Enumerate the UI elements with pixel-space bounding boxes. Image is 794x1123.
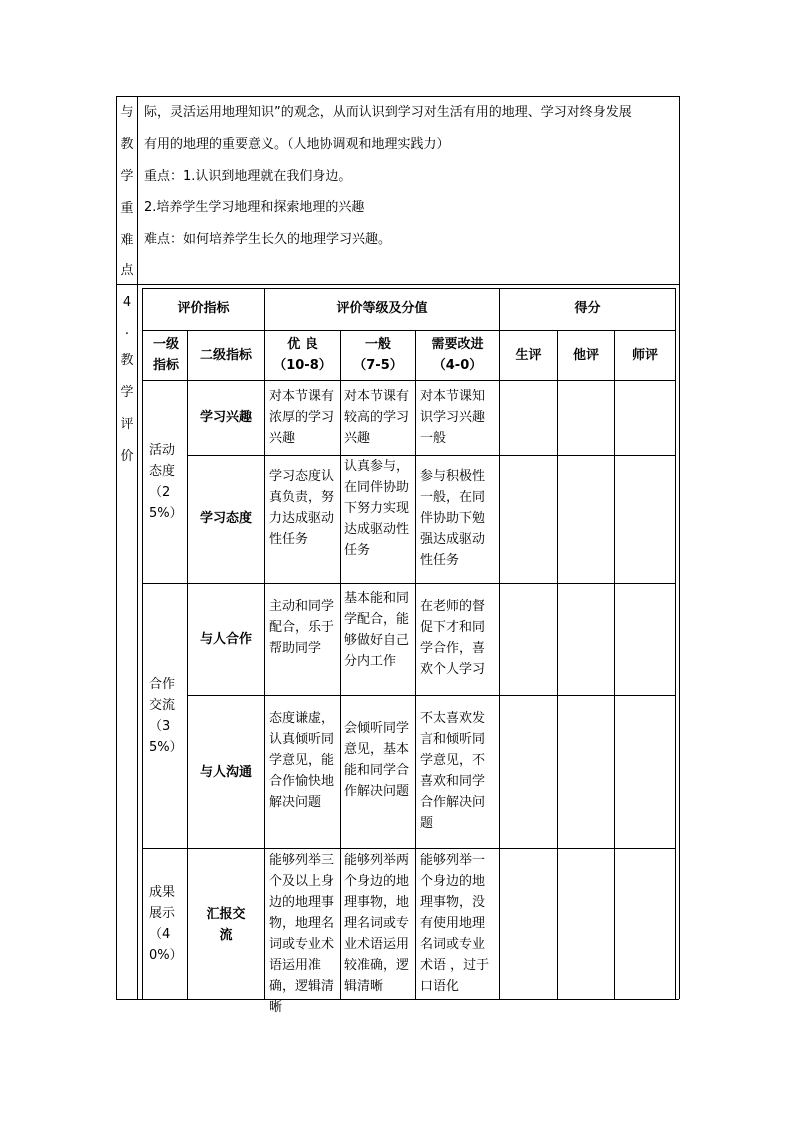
criteria-average: 能够列举两个身边的地理事物，地理名词或专业术语运用较准确，逻辑清晰 bbox=[344, 853, 410, 994]
sub-index: 学习兴趣 bbox=[199, 410, 252, 425]
sub-index: 学习态度 bbox=[199, 511, 252, 526]
criteria-average: 会倾听同学意见，基本能和同学合作解决问题 bbox=[344, 721, 410, 799]
sub-index: 与人合作 bbox=[199, 632, 252, 647]
criteria-excellent: 对本节课有浓厚的学习兴趣 bbox=[269, 389, 335, 446]
section2-label-char: 价 bbox=[120, 449, 134, 464]
objective-line: 有用的地理的重要意义。（人地协调观和地理实践力） bbox=[144, 137, 450, 152]
group-name-results: 成果展示（40%） bbox=[149, 885, 183, 963]
difficult-point-line: 难点：如何培养学生长久的地理学习兴趣。 bbox=[144, 232, 392, 247]
criteria-improve: 参与积极性一般，在同伴协助下勉强达成驱动性任务 bbox=[420, 469, 486, 568]
header-level1: 一级指标 bbox=[152, 337, 179, 373]
criteria-average: 基本能和同学配合，能够做好自己分内工作 bbox=[344, 591, 410, 669]
key-point-line: 重点：1.认识到地理就在我们身边。 bbox=[144, 169, 352, 184]
section2-label-char: . bbox=[124, 323, 130, 338]
group-name-cooperation: 合作交流（35%） bbox=[149, 677, 183, 755]
criteria-improve: 对本节课知识学习兴趣一般 bbox=[420, 389, 486, 446]
section1-label-char: 学 bbox=[120, 169, 134, 184]
header-eval-index: 评价指标 bbox=[177, 301, 230, 316]
criteria-average: 认真参与，在同伴协助下努力实现达成驱动性任务 bbox=[344, 459, 410, 558]
sub-index: 汇报交流 bbox=[206, 907, 246, 943]
header-score: 得分 bbox=[574, 301, 601, 316]
section2-label-char: 学 bbox=[120, 385, 134, 400]
objective-line: 际，灵活运用地理知识”的观念，从而认识到学习对生活有用的地理、学习对终身发展 bbox=[144, 105, 632, 120]
key-point-line: 2.培养学生学习地理和探索地理的兴趣 bbox=[144, 200, 365, 215]
header-self-eval: 生评 bbox=[515, 348, 542, 363]
criteria-excellent: 学习态度认真负责，努力达成驱动性任务 bbox=[269, 469, 335, 547]
section1-label-char: 与 bbox=[120, 105, 134, 120]
header-average: 一般 （7-5） bbox=[353, 337, 403, 373]
criteria-improve: 不太喜欢发言和倾听同学意见，不喜欢和同学合作解决问题 bbox=[420, 711, 486, 831]
criteria-excellent: 态度谦虚，认真倾听同学意见，能合作愉快地解决问题 bbox=[269, 711, 335, 810]
criteria-excellent: 能够列举三个及以上身边的地理事物，地理名词或专业术语运用准确，逻辑清晰 bbox=[269, 853, 335, 1015]
section1-label-char: 点 bbox=[120, 263, 134, 278]
section1-label-char: 难 bbox=[120, 233, 134, 248]
criteria-improve: 能够列举一个身边的地理事物，没有使用地理名词或专业术语 ，过于口语化 bbox=[420, 853, 490, 994]
section2-label-char: 4 bbox=[122, 295, 132, 310]
group-name-activity-attitude: 活动态度（25%） bbox=[149, 443, 183, 521]
criteria-excellent: 主动和同学配合，乐于帮助同学 bbox=[269, 599, 335, 656]
criteria-improve: 在老师的督促下才和同学合作，喜欢个人学习 bbox=[420, 599, 486, 677]
header-eval-grade: 评价等级及分值 bbox=[336, 301, 428, 316]
header-level2: 二级指标 bbox=[199, 348, 252, 363]
header-improve: 需要改进 （4-0） bbox=[431, 337, 484, 373]
header-teacher-eval: 师评 bbox=[631, 348, 658, 363]
header-excellent: 优 良 （10-8） bbox=[273, 337, 332, 373]
section2-label-char: 评 bbox=[120, 417, 134, 432]
section1-label-char: 教 bbox=[120, 137, 134, 152]
section1-label-char: 重 bbox=[120, 201, 134, 216]
section2-label-char: 教 bbox=[120, 353, 134, 368]
sub-index: 与人沟通 bbox=[199, 765, 252, 780]
header-peer-eval: 他评 bbox=[572, 348, 599, 363]
criteria-average: 对本节课有较高的学习兴趣 bbox=[344, 389, 410, 446]
